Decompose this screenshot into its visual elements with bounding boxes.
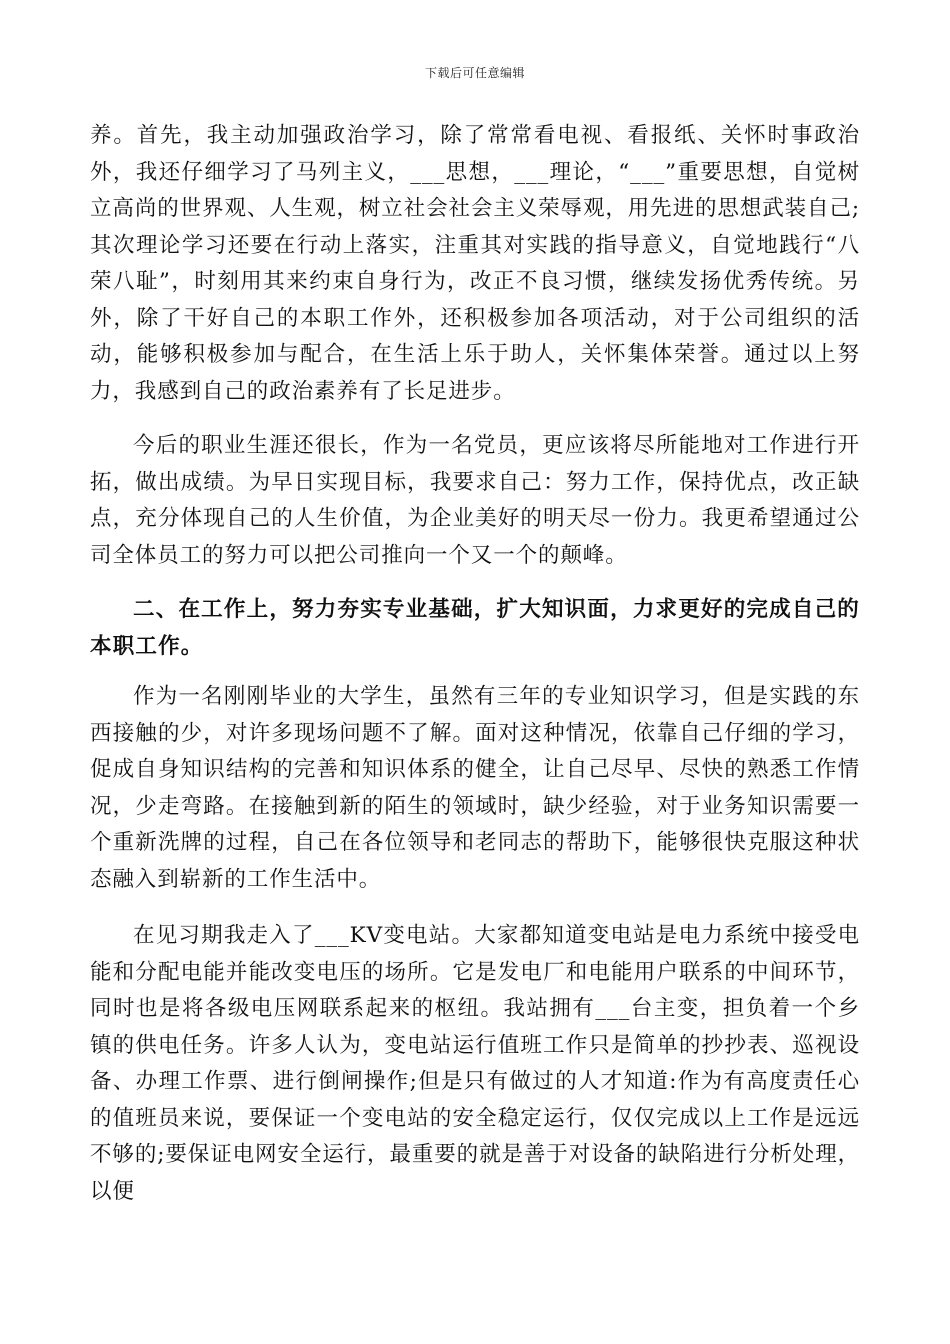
paragraph-political-study: 养。首先，我主动加强政治学习，除了常常看电视、看报纸、关怀时事政治外，我还仔细学习了马列主义，___思想，___理论，“___”重要思想，自觉树立高尚的世界观、人生观，树立社会社会主义荣辱观，用先进的思想武装自己;其次理论学习还要在行动上落实，注重其对实践的指导意义，自觉地践行“八荣八耻”，时刻用其来约束自身行为，改正不良习惯，继续发扬优秀传统。另外，除了干好自己的本职工作外，还积极参加各项活动，对于公司组织的活动，能够积极参加与配合，在生活上乐于助人，关怀集体荣誉。通过以上努力，我感到自己的政治素养有了长足进步。 [90,123,860,404]
paragraph-substation: 在见习期我走入了___KV变电站。大家都知道变电站是电力系统中接受电能和分配电能并能改变电压的场所。它是发电厂和电能用户联系的中间环节，同时也是将各级电压网联系起来的枢纽。我站拥有___台主变，担负着一个乡镇的供电任务。许多人认为，变电站运行值班工作只是简单的抄抄表、巡视设备、办理工作票、进行倒闸操作;但是只有做过的人才知道:作为有高度责任心的值班员来说，要保证一个变电站的安全稳定运行，仅仅完成以上工作是远远不够的;要保证电网安全运行，最重要的就是善于对设备的缺陷进行分析处理，以便 [90,923,860,1204]
paragraph-graduate-learning: 作为一名刚刚毕业的大学生，虽然有三年的专业知识学习，但是实践的东西接触的少，对许多现场问题不了解。面对这种情况，依靠自己仔细的学习，促成自身知识结构的完善和知识体系的健全，让自己尽早、尽快的熟悉工作情况，少走弯路。在接触到新的陌生的领域时，缺少经验，对于业务知识需要一个重新洗牌的过程，自己在各位领导和老同志的帮助下，能够很快克服这种状态融入到崭新的工作生活中。 [90,684,860,892]
section-heading-work: 二、在工作上，努力夯实专业基础，扩大知识面，力求更好的完成自己的本职工作。 [90,597,860,659]
paragraph-career-outlook: 今后的职业生涯还很长，作为一名党员，更应该将尽所能地对工作进行开拓，做出成绩。为早日实现目标，我要求自己：努力工作，保持优点，改正缺点，充分体现自己的人生价值，为企业美好的明天尽一份力。我更希望通过公司全体员工的努力可以把公司推向一个又一个的颠峰。 [90,433,860,568]
page-header: 下载后可任意编辑 [424,66,525,80]
document-body [90,118,860,1210]
